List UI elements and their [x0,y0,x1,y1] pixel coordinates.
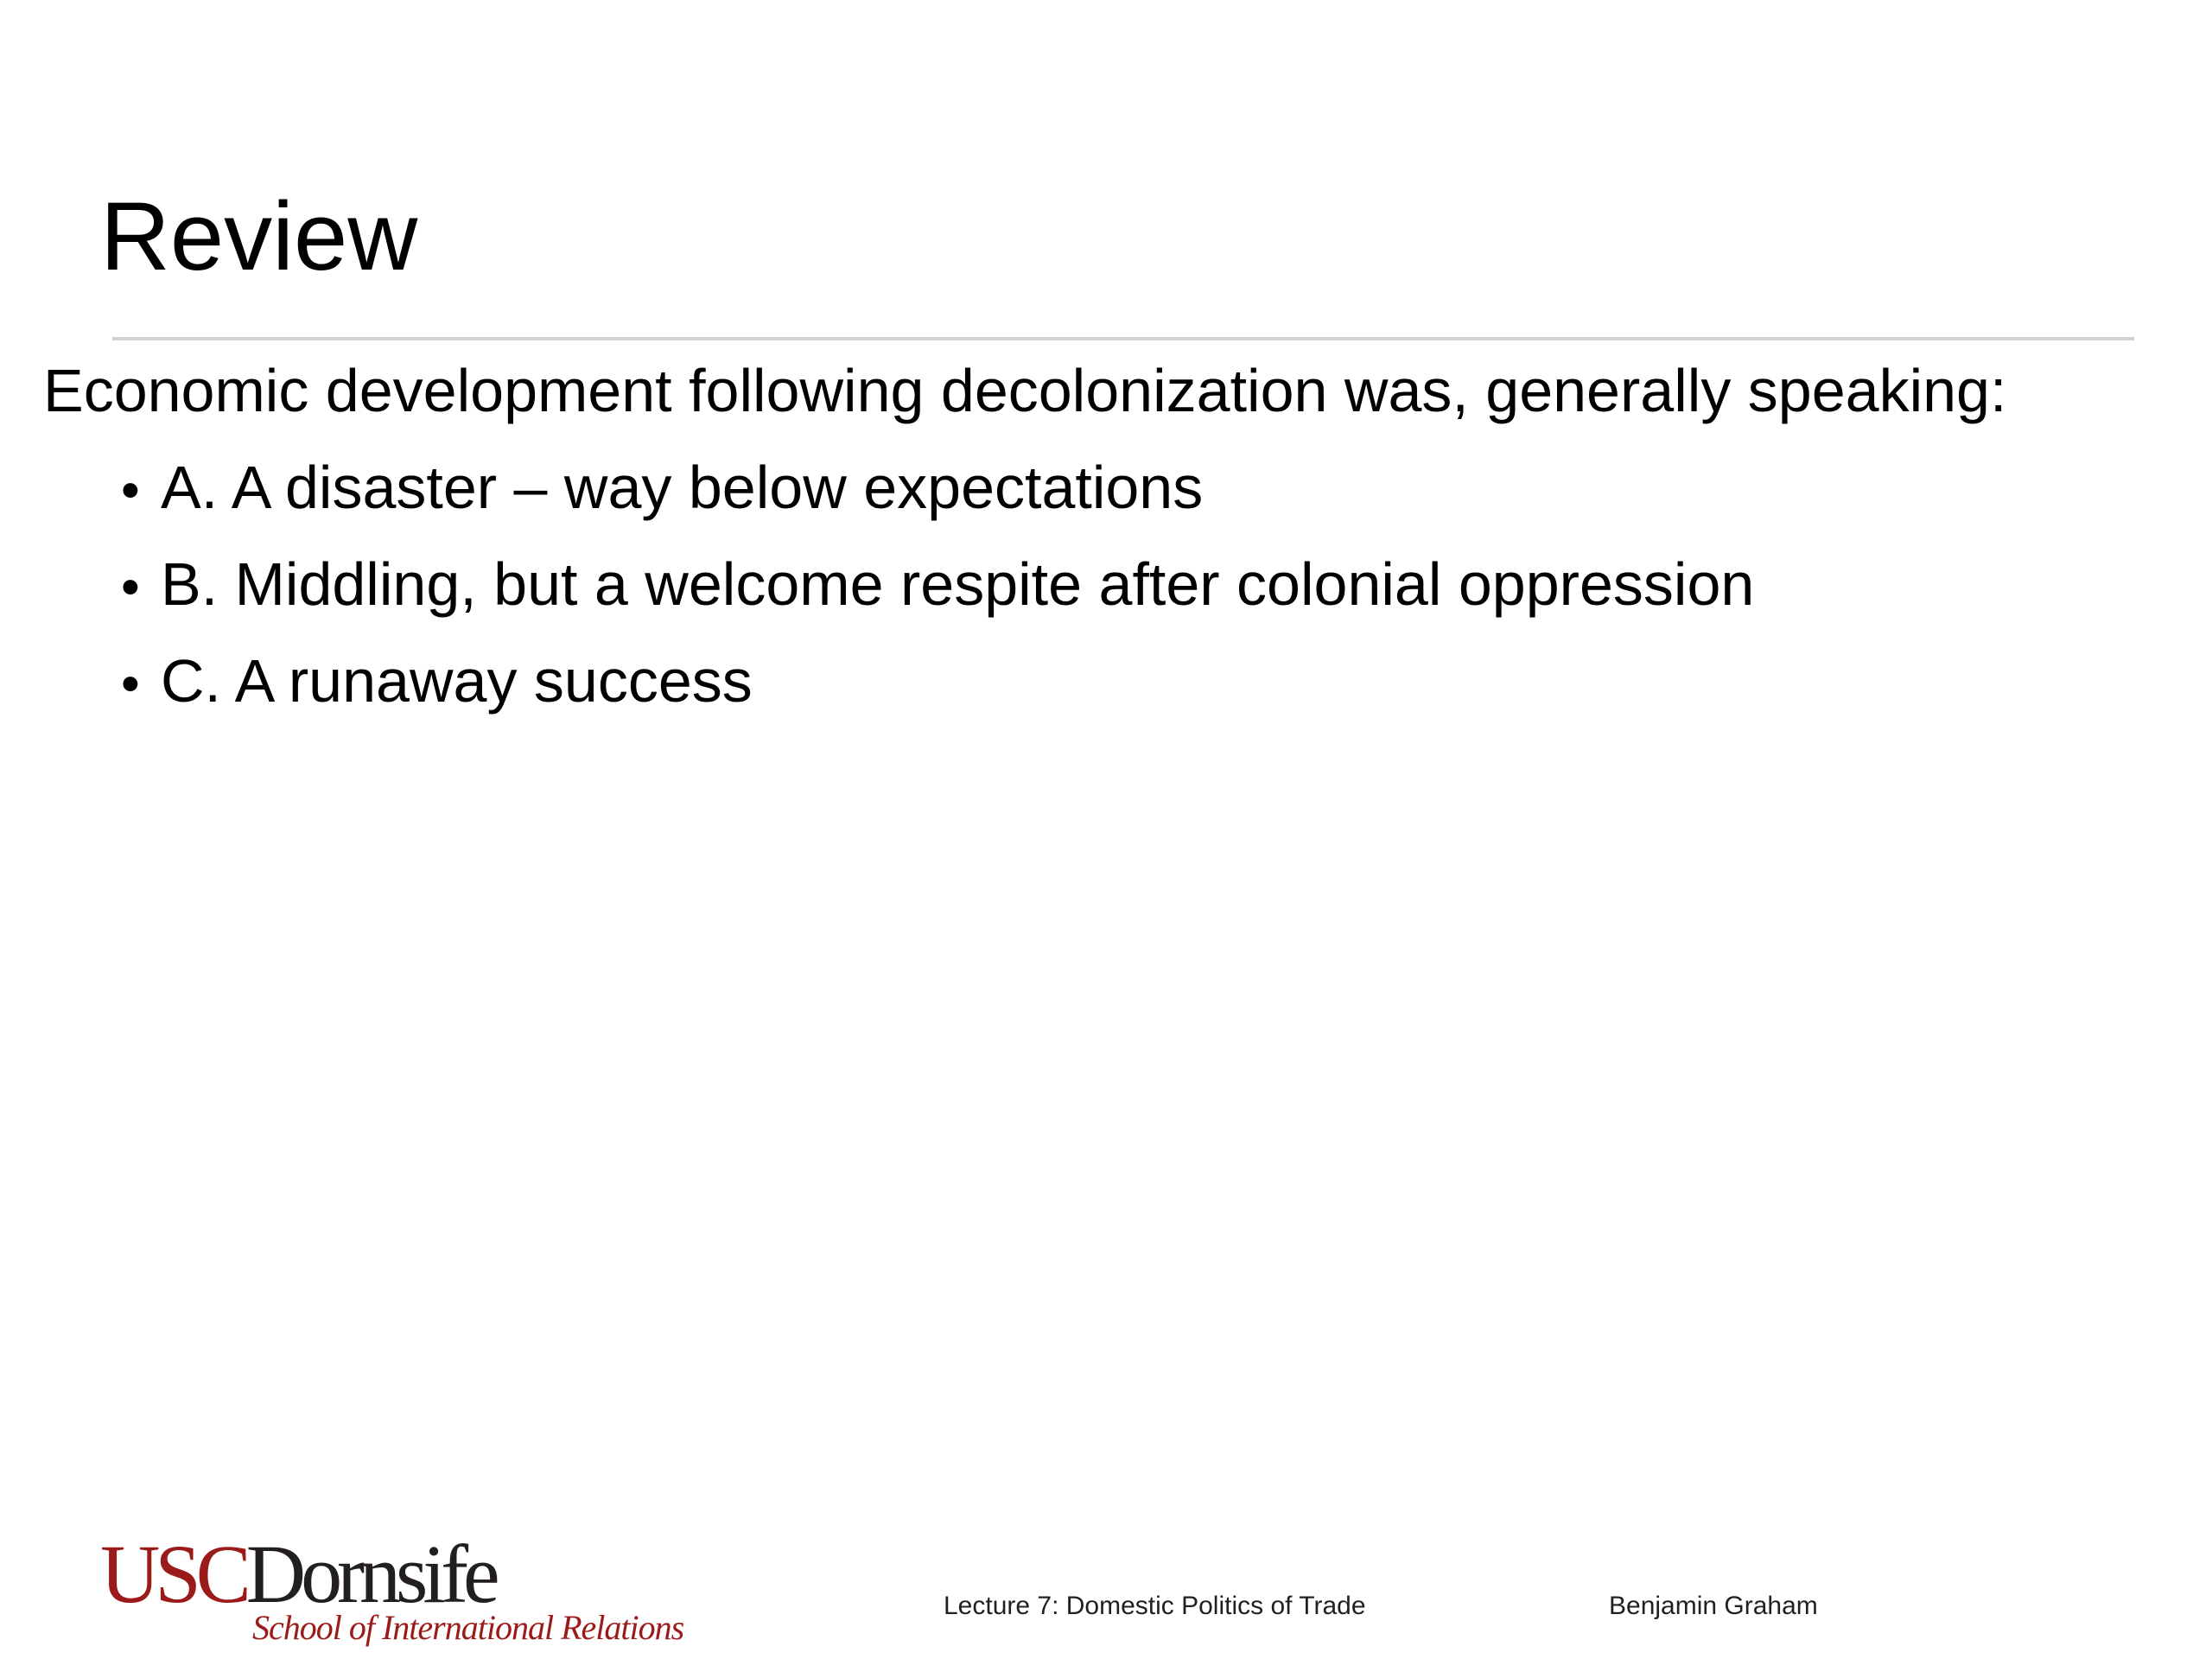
question-text: Economic development following decolonization was, generally speaking: [43,357,2007,424]
footer-lecture-title: Lecture 7: Domestic Politics of Trade [944,1592,1366,1620]
answer-text: A. A disaster – way below expectations [161,454,1204,521]
bullet-icon: • [121,557,140,617]
bullet-icon: • [121,654,140,714]
answer-option-c [121,645,1754,741]
logo-wordmark [100,1528,495,1620]
bullet-icon: • [121,461,140,520]
answer-list [121,451,1754,741]
logo-dornsife-text: Dornsife [245,1528,495,1620]
answer-text: C. A runaway success [161,647,753,715]
title-divider [112,337,2134,340]
logo-usc-text: USC [100,1528,246,1620]
footer-author: Benjamin Graham [1609,1592,1818,1620]
logo-school-text: School of International Relations [252,1608,684,1647]
answer-option-a [121,451,1754,548]
answer-text: B. Middling, but a welcome respite after colonial oppression [161,550,1755,618]
slide-title: Review [100,182,418,290]
usc-dornsife-logo [100,1528,684,1654]
answer-option-b [121,548,1754,645]
